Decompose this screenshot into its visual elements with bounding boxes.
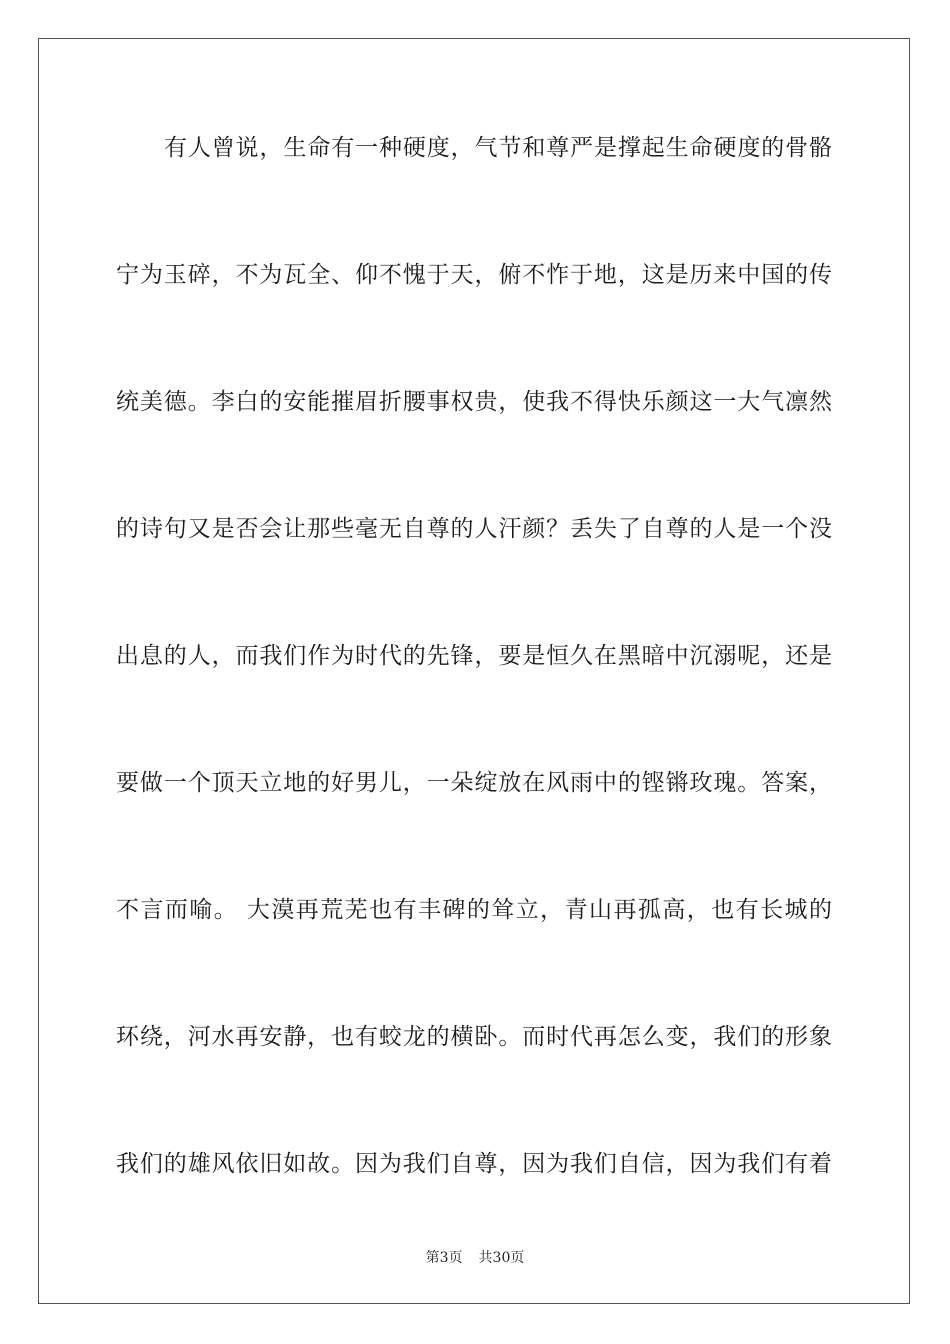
document-body [116, 128, 832, 1271]
paragraph-line: 要做一个顶天立地的好男儿，一朵绽放在风雨中的铿锵玫瑰。答案， [116, 770, 832, 796]
paragraph-line: 的诗句又是否会让那些毫无自尊的人汗颜？丢失了自尊的人是一个没 [116, 516, 832, 542]
paragraph-line: 环绕，河水再安静，也有蛟龙的横卧。而时代再怎么变，我们的形象 [116, 1024, 832, 1050]
paragraph-line: 不言而喻。 大漠再荒芜也有丰碑的耸立，青山再孤高，也有长城的 [116, 897, 832, 923]
paragraph-line: 出息的人，而我们作为时代的先锋，要是恒久在黑暗中沉溺呢，还是 [116, 643, 832, 669]
paragraph-line: 宁为玉碎，不为瓦全、仰不愧于天，俯不怍于地，这是历来中国的传 [116, 262, 832, 288]
paragraph-line: 我们的雄风依旧如故。因为我们自尊，因为我们自信，因为我们有着 [116, 1151, 832, 1177]
paragraph-line: 统美德。李白的安能摧眉折腰事权贵，使我不得快乐颜这一大气凛然 [116, 389, 832, 415]
page-total: 共30页 [478, 1250, 525, 1266]
page-footer [0, 1247, 950, 1267]
page-number: 第3页 [425, 1250, 463, 1266]
paragraph-line: 有人曾说，生命有一种硬度，气节和尊严是撑起生命硬度的骨骼 [164, 135, 832, 161]
